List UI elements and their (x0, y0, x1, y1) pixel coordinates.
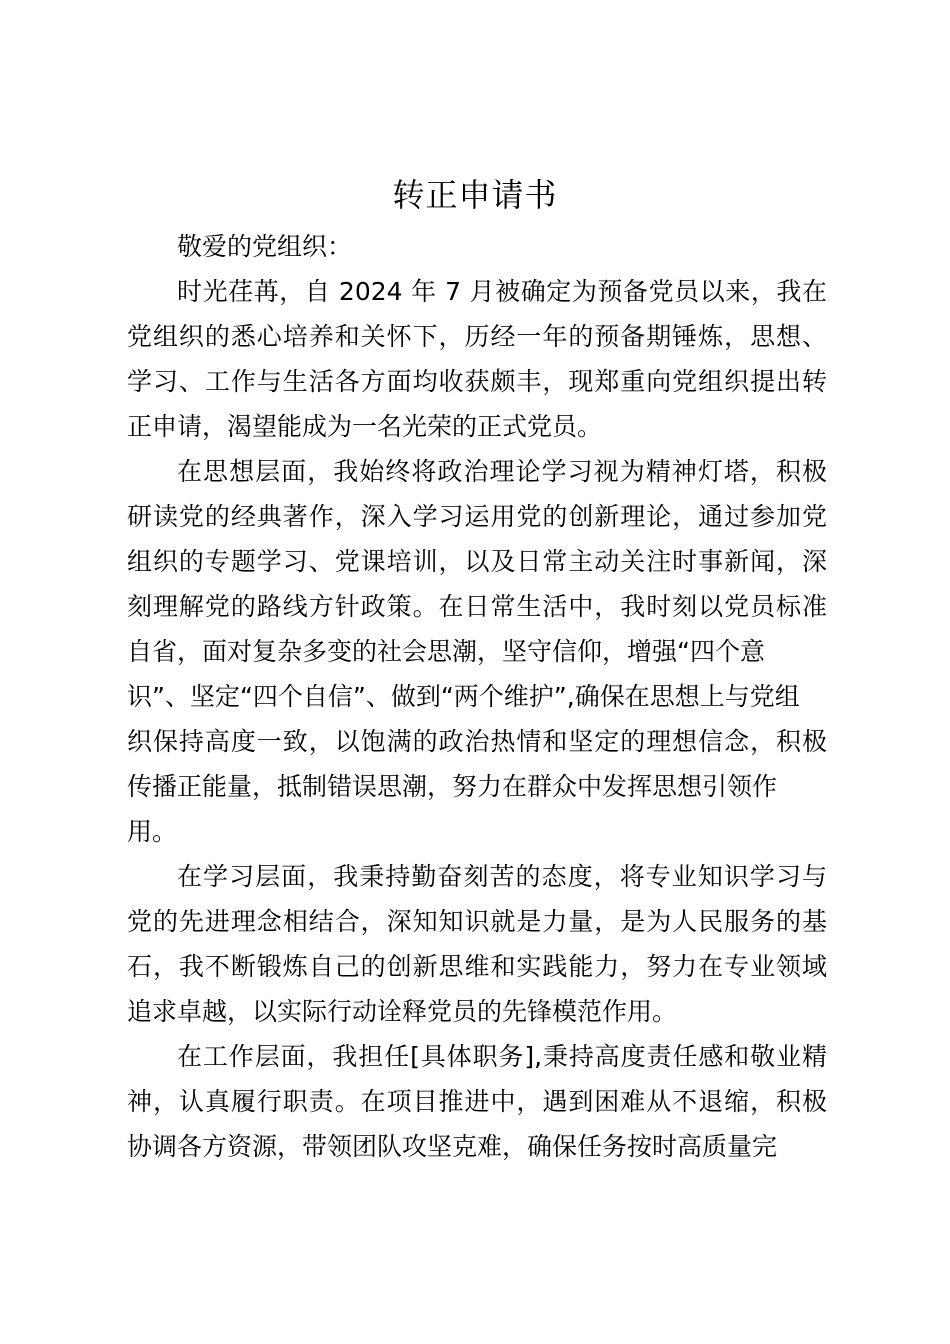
paragraph-3-line-4: 追求卓越，以实际行动诠释党员的先锋模范作用。 (127, 997, 678, 1026)
paragraph-1-line-2: 党组织的悉心培养和关怀下，历经一年的预备期锤炼，思想、 (127, 322, 827, 351)
paragraph-2-line-5: 自省，面对复杂多变的社会思潮，坚守信仰，增强“四个意 (127, 637, 765, 666)
paragraph-1-line-3: 学习、工作与生活各方面均收获颇丰，现郑重向党组织提出转 (127, 367, 827, 396)
paragraph-2-line-8: 传播正能量，抵制错误思潮，努力在群众中发挥思想引领作 (127, 772, 778, 801)
salutation: 敬爱的党组织： (177, 232, 353, 261)
paragraph-1-line-4: 正申请，渴望能成为一名光荣的正式党员。 (127, 412, 603, 441)
paragraph-2-line-2: 研读党的经典著作，深入学习运用党的创新理论，通过参加党 (127, 502, 827, 531)
paragraph-3-line-3: 石，我不断锻炼自己的创新思维和实践能力，努力在专业领域 (127, 952, 827, 981)
document-body (127, 224, 827, 1169)
paragraph-1-line-1: 时光荏苒，自 2024 年 7 月被确定为预备党员以来，我在 (177, 277, 827, 306)
paragraph-4-line-3: 协调各方资源，带领团队攻坚克难，确保任务按时高质量完 (127, 1132, 778, 1161)
paragraph-2-line-6: 识”、坚定“四个自信”、做到“两个维护”,确保在思想上与党组 (127, 682, 800, 711)
paragraph-2-line-7: 织保持高度一致，以饱满的政治热情和坚定的理想信念，积极 (127, 727, 827, 756)
paragraph-2-line-9: 用。 (127, 817, 178, 846)
paragraph-2-line-4: 刻理解党的路线方针政策。在日常生活中，我时刻以党员标准 (127, 592, 827, 621)
paragraph-2-line-1: 在思想层面，我始终将政治理论学习视为精神灯塔，积极 (177, 457, 827, 486)
paragraph-4-line-2: 神，认真履行职责。在项目推进中，遇到困难从不退缩，积极 (127, 1087, 827, 1116)
paragraph-4-line-1: 在工作层面，我担任[具体职务],秉持高度责任感和敬业精 (177, 1042, 827, 1071)
paragraph-3-line-1: 在学习层面，我秉持勤奋刻苦的态度，将专业知识学习与 (177, 862, 827, 891)
document-title: 转正申请书 (392, 176, 558, 214)
paragraph-3-line-2: 党的先进理念相结合，深知知识就是力量，是为人民服务的基 (127, 907, 827, 936)
paragraph-2-line-3: 组织的专题学习、党课培训，以及日常主动关注时事新闻，深 (127, 547, 827, 576)
